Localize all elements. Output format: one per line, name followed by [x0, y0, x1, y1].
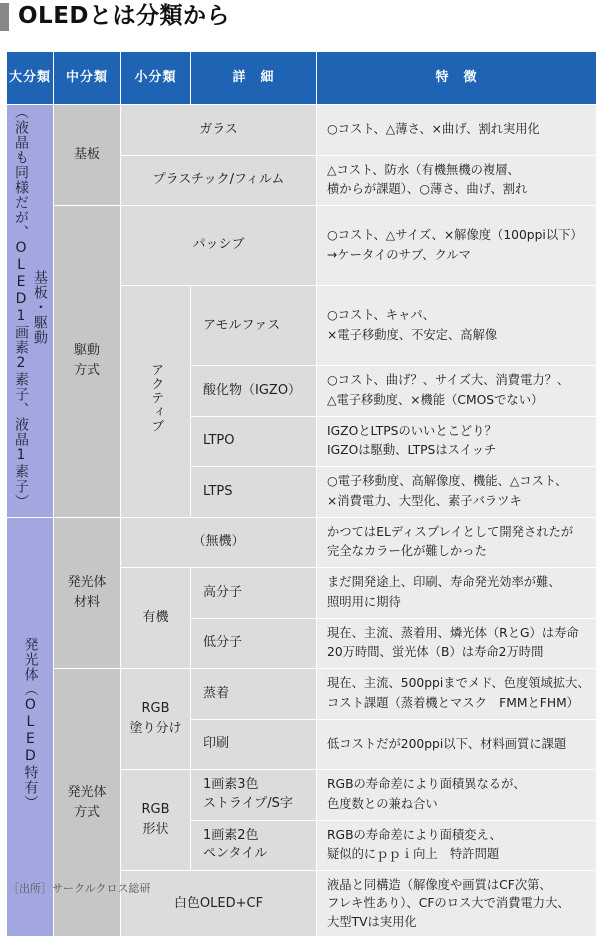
- feature-glass: ○コスト、△薄さ、×曲げ、割れ実用化: [317, 105, 597, 156]
- header-mid-category: 中分類: [54, 52, 121, 105]
- category-substrate-drive-label: 基板･駆動 （液晶も同様だが、OLED1画素2素子、液晶1素子）: [13, 105, 48, 509]
- classification-table: [6, 51, 597, 937]
- feature-printing: 低コストだが200ppi以下、材料画質に課題: [317, 719, 597, 770]
- header-sub-category: 小分類: [121, 52, 191, 105]
- page-title: OLEDとは分類から: [18, 3, 231, 29]
- mid-substrate: 基板: [54, 105, 121, 206]
- feature-inorganic: かつてはELディスプレイとして開発されたが 完全なカラー化が難しかった: [317, 517, 597, 568]
- feature-white-oled: 液晶と同構造（解像度や画質はCF次第、 フレキ性あり）、CFのロス大で消費電力大、 大型TVは実用化: [317, 871, 597, 937]
- detail-pentile: 1画素2色 ペンタイル: [191, 820, 317, 871]
- detail-ltpo: LTPO: [191, 416, 317, 467]
- detail-plastic: プラスチック/フィルム: [121, 155, 317, 206]
- detail-low-molecule: 低分子: [191, 618, 317, 669]
- sub-active-label: アクティブ: [148, 362, 164, 433]
- feature-pentile: RGBの寿命差により面積変え、 疑似的にｐｐｉ向上 特許問題: [317, 820, 597, 871]
- detail-glass: ガラス: [121, 105, 317, 156]
- feature-low-molecule: 現在、主流、蒸着用、燐光体（RとG）は寿命 20万時間、蛍光体（B）は寿命2万時間: [317, 618, 597, 669]
- category-substrate-drive: [7, 105, 54, 518]
- header-detail: 詳 細: [191, 52, 317, 105]
- mid-drive: 駆動 方式: [54, 206, 121, 518]
- source-note: ［出所］サークルクロス総研: [8, 882, 151, 895]
- header-major-category: 大分類: [7, 52, 54, 105]
- feature-plastic: △コスト、防水（有機無機の複層、 横からが課題）、○薄さ、曲げ、割れ: [317, 155, 597, 206]
- table-row: [7, 105, 597, 156]
- detail-oxide: 酸化物（IGZO）: [191, 366, 317, 417]
- table-row: [7, 669, 597, 720]
- feature-ltpo: IGZOとLTPSのいいとこどり？ IGZOは駆動、LTPSはスイッチ: [317, 416, 597, 467]
- detail-white-oled: 白色OLED+CF: [121, 871, 317, 937]
- detail-high-polymer: 高分子: [191, 568, 317, 619]
- feature-passive: ○コスト、△サイズ、×解像度（100ppi以下） →ケータイのサブ、クルマ: [317, 206, 597, 286]
- mid-emitter-material: 発光体 材料: [54, 517, 121, 669]
- table-row: [7, 206, 597, 286]
- title-bar: [0, 0, 600, 36]
- feature-ltps: ○電子移動度、高解像度、機能、△コスト、 ×消費電力、大型化、素子バラツキ: [317, 467, 597, 518]
- feature-stripe: RGBの寿命差により面積異なるが、 色度数との兼ね合い: [317, 770, 597, 821]
- table-header-row: [7, 52, 597, 105]
- detail-passive: パッシブ: [121, 206, 317, 286]
- category-emitter-label: 発光体（OLED特有）: [22, 636, 39, 810]
- sub-rgb-paint: RGB 塗り分け: [121, 669, 191, 770]
- feature-evaporation: 現在、主流、500ppiまでメド、色度領域拡大、 コスト課題（蒸着機とマスク FMMとFHM）: [317, 669, 597, 720]
- feature-high-polymer: まだ開発途上、印刷、寿命発光効率が難、 照明用に期待: [317, 568, 597, 619]
- header-feature: 特 徴: [317, 52, 597, 105]
- detail-inorganic: （無機）: [121, 517, 317, 568]
- detail-ltps: LTPS: [191, 467, 317, 518]
- table-row: [7, 517, 597, 568]
- sub-organic: 有機: [121, 568, 191, 669]
- sub-rgb-shape: RGB 形状: [121, 770, 191, 871]
- feature-oxide: ○コスト、曲げ？、サイズ大、消費電力？、 △電子移動度、×機能（CMOSでない）: [317, 366, 597, 417]
- detail-evaporation: 蒸着: [191, 669, 317, 720]
- detail-stripe: 1画素3色 ストライプ/S字: [191, 770, 317, 821]
- feature-amorphous: ○コスト、キャパ、 ×電子移動度、不安定、高解像: [317, 286, 597, 366]
- detail-amorphous: アモルファス: [191, 286, 317, 366]
- sub-active: [121, 286, 191, 518]
- detail-printing: 印刷: [191, 719, 317, 770]
- mid-emitter-method: 発光体 方式: [54, 669, 121, 937]
- category-emitter: [7, 517, 54, 937]
- title-marker: [0, 3, 9, 31]
